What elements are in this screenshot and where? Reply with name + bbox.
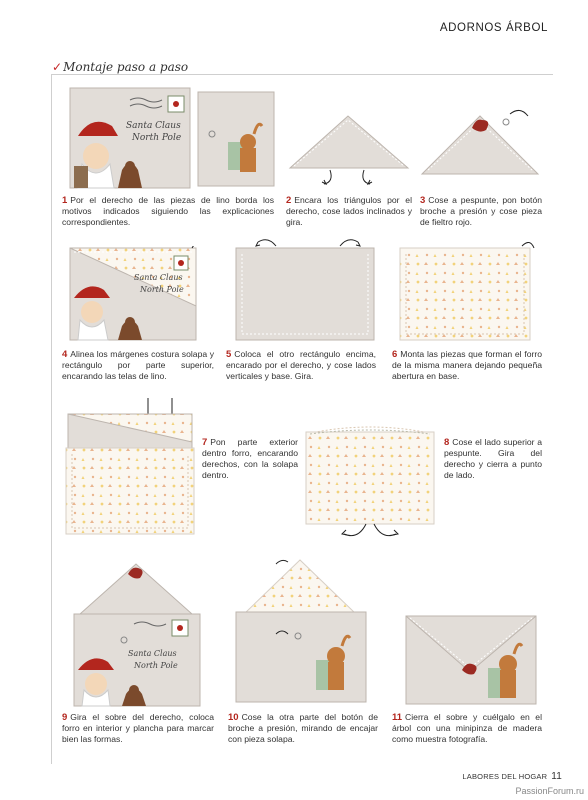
step-text: Cose la otra parte del botón de broche a presión, mirando de encajar con pieza solapa. — [228, 712, 378, 744]
step-number: 11 — [392, 712, 403, 723]
step-text: Monta las piezas que forman el forro de la misma manera dejando pequeña abertura en base. — [392, 349, 542, 381]
step-5 — [226, 349, 376, 382]
step-8 — [444, 437, 542, 481]
embroidery-text-2: North Pole — [140, 285, 184, 294]
step-4 — [62, 349, 214, 382]
step-2-illustration — [286, 112, 414, 188]
step-number: 6 — [392, 349, 398, 360]
step-number: 4 — [62, 349, 68, 360]
embroidery-text-1: Santa Claus — [134, 273, 183, 282]
step-text: Encara los triángulos por el derecho, cose lados inclinados y gira. — [286, 195, 412, 227]
step-2 — [286, 195, 412, 228]
step-text: Cose el lado superior a pespunte. Gira del derecho y cierra a punto de lado. — [444, 437, 542, 480]
magazine-name: LABORES DEL HOGAR — [462, 772, 548, 781]
step-9 — [62, 712, 214, 745]
step-text: Alinea los márgenes costura solapa y rectángulo por parte superior, encarando las telas de lino. — [62, 349, 214, 381]
step-number: 8 — [444, 437, 450, 448]
step-3-illustration — [418, 104, 542, 180]
section-title — [52, 60, 188, 74]
step-text: Pon parte exterior dentro forro, encarando derechos, con la solapa dentro. — [202, 437, 298, 480]
step-4-illustration — [68, 246, 208, 342]
step-10 — [228, 712, 378, 745]
embroidery-text-1: Santa Claus — [128, 649, 177, 658]
step-7-illustration — [62, 392, 198, 540]
section-header: ADORNOS ÁRBOL — [439, 22, 548, 34]
page-number: 11 — [551, 771, 562, 782]
step-number: 10 — [228, 712, 239, 723]
step-text: Gira el sobre del derecho, coloca forro en interior y plancha para marcar bien las formas. — [62, 712, 214, 744]
step-11 — [392, 712, 542, 745]
step-7 — [202, 437, 298, 481]
embroidery-text-2: North Pole — [132, 133, 182, 143]
step-5-illustration — [228, 236, 384, 344]
step-11-illustration — [404, 612, 540, 708]
step-number: 7 — [202, 437, 208, 448]
step-9-illustration — [72, 560, 206, 710]
section-title-text: Montaje paso a paso — [63, 60, 189, 74]
step-3 — [420, 195, 542, 228]
embroidery-text-1: Santa Claus — [126, 121, 181, 131]
step-number: 9 — [62, 712, 68, 723]
step-text: Cose a pespunte, pon botón broche a presión y cose pieza de fieltro rojo. — [420, 195, 542, 227]
step-number: 2 — [286, 195, 292, 206]
step-number: 1 — [62, 195, 68, 206]
embroidery-text-2: North Pole — [134, 661, 178, 670]
check-icon: ✓ — [52, 60, 63, 74]
step-number: 5 — [226, 349, 232, 360]
step-text: Cierra el sobre y cuélgalo en el árbol con una minipinza de madera como muestra fotografía. — [392, 712, 542, 744]
step-8-illustration — [298, 416, 438, 544]
step-text: Coloca el otro rectángulo encima, encarado por el derecho, y cose lados verticales y base. Gira. — [226, 349, 376, 381]
step-6 — [392, 349, 542, 382]
step-6-illustration — [396, 242, 536, 344]
watermark: PassionForum.ru — [515, 786, 584, 796]
step-1 — [62, 195, 274, 228]
step-number: 3 — [420, 195, 426, 206]
page-footer — [462, 771, 562, 782]
step-10-illustration — [234, 556, 370, 706]
step-1-illustration — [68, 86, 278, 190]
step-text: Por el derecho de las piezas de lino borda los motivos indicados siguiendo las explicaciones correspondientes. — [62, 195, 274, 227]
